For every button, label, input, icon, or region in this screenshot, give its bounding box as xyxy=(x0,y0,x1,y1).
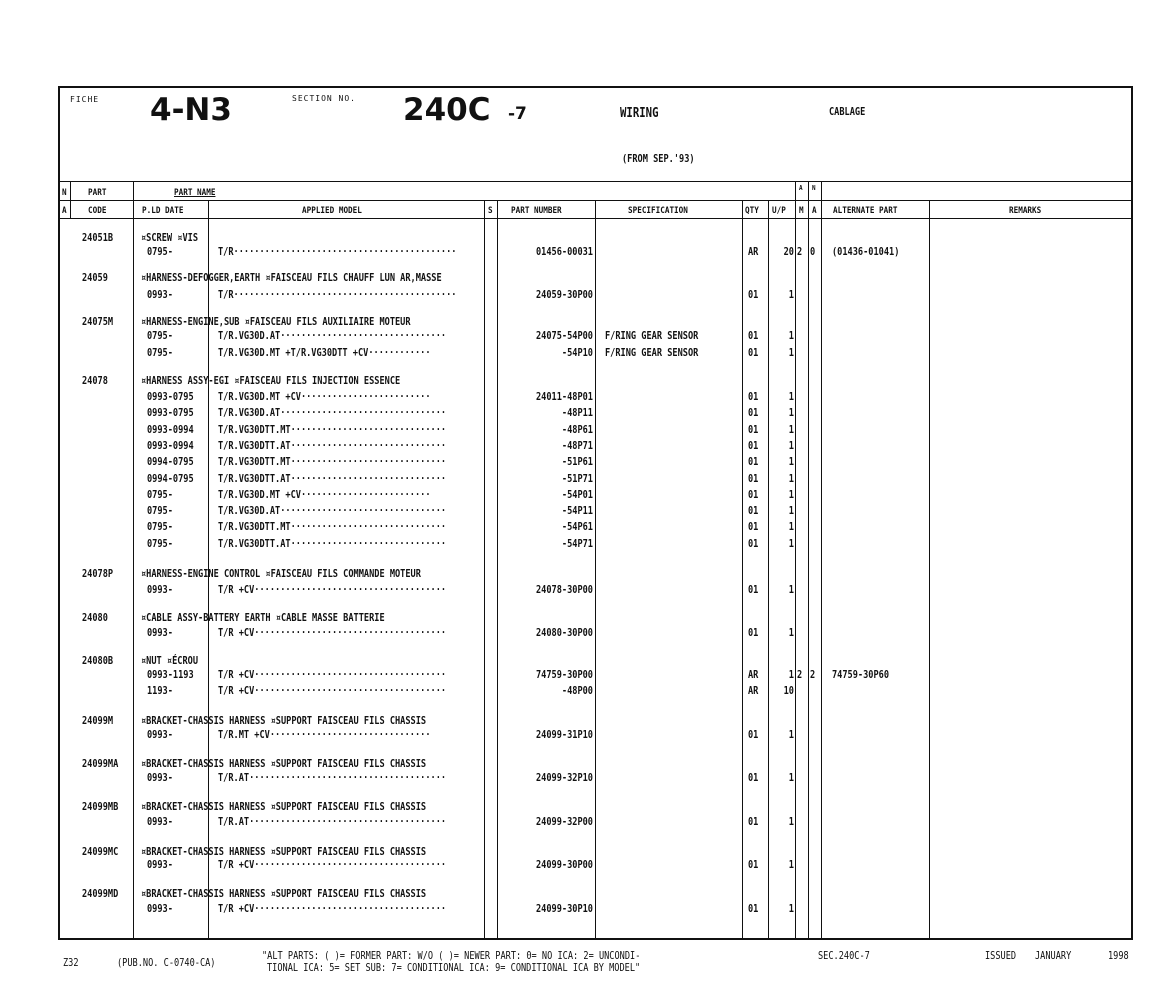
cell-qty: 01 xyxy=(748,627,759,639)
cell-model: T/R.VG30DTT.MT······························ xyxy=(218,456,447,468)
cell-date: 0993- xyxy=(147,584,173,596)
cell-code: 24099MD xyxy=(82,888,119,900)
cell-model: T/R +CV····································· xyxy=(218,685,447,697)
cell-name: ¤BRACKET-CHASSIS HARNESS ¤SUPPORT FAISCEAU FILS CHASSIS xyxy=(141,801,427,813)
col-part-code-2: CODE xyxy=(88,206,107,216)
col-rule xyxy=(768,201,769,940)
cell-code: 24078 xyxy=(82,375,108,387)
cell-model: T/R +CV····································· xyxy=(218,584,447,596)
cell-up: 1 xyxy=(788,330,794,342)
cell-up: 1 xyxy=(788,859,794,871)
cell-date: 0795- xyxy=(147,330,173,342)
cell-pn: 24078-30P00 xyxy=(535,584,593,596)
cell-up: 1 xyxy=(788,347,794,359)
cell-qty: 01 xyxy=(748,391,759,403)
cell-up: 1 xyxy=(788,505,794,517)
cell-date: 0993- xyxy=(147,859,173,871)
col-rule xyxy=(795,182,796,940)
col-rule xyxy=(595,201,596,940)
cell-c2: 2 xyxy=(810,669,816,681)
cell-up: 1 xyxy=(788,669,794,681)
cell-date: 0993-0994 xyxy=(147,440,194,452)
cell-model: T/R.VG30DTT.MT······························ xyxy=(218,521,447,533)
cell-name: ¤HARNESS-ENGINE CONTROL ¤FAISCEAU FILS COMMANDE MOTEUR xyxy=(141,568,421,580)
cell-code: 24059 xyxy=(82,272,108,284)
col-date: P.LD DATE xyxy=(142,206,184,216)
from-note: (FROM SEP.'93) xyxy=(622,153,695,165)
cell-model: T/R··········································· xyxy=(218,246,457,258)
cell-qty: 01 xyxy=(748,859,759,871)
cell-up: 20 xyxy=(783,246,794,258)
cell-date: 0795- xyxy=(147,538,173,550)
cell-name: ¤BRACKET-CHASSIS HARNESS ¤SUPPORT FAISCEAU FILS CHASSIS xyxy=(141,758,427,770)
cell-code: 24099MC xyxy=(82,846,119,858)
cell-model: T/R.VG30D.AT································ xyxy=(218,505,447,517)
cell-date: 0993- xyxy=(147,772,173,784)
cell-c1: 2 xyxy=(797,246,803,258)
cell-up: 1 xyxy=(788,424,794,436)
cell-model: T/R.VG30DTT.AT······························ xyxy=(218,538,447,550)
cell-qty: 01 xyxy=(748,729,759,741)
col-a2: A xyxy=(812,206,817,216)
cell-model: T/R.VG30DTT.AT······························ xyxy=(218,440,447,452)
cell-date: 0993- xyxy=(147,729,173,741)
col-rule xyxy=(742,201,743,940)
cell-up: 1 xyxy=(788,456,794,468)
cell-model: T/R +CV····································· xyxy=(218,859,447,871)
cell-up: 1 xyxy=(788,903,794,915)
cell-up: 1 xyxy=(788,816,794,828)
cell-pn: -51P71 xyxy=(561,473,593,485)
col-up: U/P xyxy=(772,206,786,216)
cell-qty: AR xyxy=(748,246,759,258)
cell-pn: 24099-32P10 xyxy=(535,772,593,784)
footer-month: JANUARY xyxy=(1035,950,1072,962)
cell-qty: 01 xyxy=(748,289,759,301)
cell-qty: 01 xyxy=(748,473,759,485)
col-m: M xyxy=(799,206,804,216)
cell-qty: AR xyxy=(748,669,759,681)
section-number: 240C xyxy=(403,92,491,128)
cell-model: T/R.VG30D.MT +CV························· xyxy=(218,391,431,403)
cell-date: 0795- xyxy=(147,246,173,258)
cell-qty: 01 xyxy=(748,407,759,419)
cell-date: 0795- xyxy=(147,521,173,533)
col-rule xyxy=(929,201,930,940)
cell-code: 24051B xyxy=(82,232,114,244)
cell-name: ¤HARNESS-DEFOGGER,EARTH ¤FAISCEAU FILS CHAUFF LUN AR,MASSE xyxy=(141,272,442,284)
cell-qty: 01 xyxy=(748,521,759,533)
cell-pn: -48P61 xyxy=(561,424,593,436)
cell-pn: 24080-30P00 xyxy=(535,627,593,639)
cell-up: 1 xyxy=(788,627,794,639)
cell-qty: 01 xyxy=(748,903,759,915)
cell-model: T/R.MT +CV······························· xyxy=(218,729,431,741)
cell-pn: -51P61 xyxy=(561,456,593,468)
col-part-code-1: PART xyxy=(88,188,107,198)
cell-c2: 0 xyxy=(810,246,816,258)
col-a: A xyxy=(62,206,67,216)
cell-pn: -54P01 xyxy=(561,489,593,501)
col-a-top: A xyxy=(799,184,803,192)
cell-up: 1 xyxy=(788,538,794,550)
cell-code: 24080 xyxy=(82,612,108,624)
cell-alt: 74759-30P60 xyxy=(832,669,890,681)
cell-pn: -54P71 xyxy=(561,538,593,550)
cell-date: 0993-0795 xyxy=(147,391,194,403)
cell-qty: 01 xyxy=(748,330,759,342)
cell-qty: 01 xyxy=(748,424,759,436)
header-rule-top xyxy=(58,181,1133,182)
cell-name: ¤NUT ¤ÉCROU xyxy=(141,655,199,667)
footer-page: Z32 xyxy=(63,957,79,969)
footer-sec: SEC.240C-7 xyxy=(818,950,870,962)
cell-code: 24099MA xyxy=(82,758,119,770)
section-label: SECTION NO. xyxy=(292,94,356,103)
cell-code: 24078P xyxy=(82,568,114,580)
col-specification: SPECIFICATION xyxy=(628,206,688,216)
cell-pn: 24075-54P00 xyxy=(535,330,593,342)
cell-code: 24099M xyxy=(82,715,114,727)
cell-name: ¤HARNESS ASSY-EGI ¤FAISCEAU FILS INJECTION ESSENCE xyxy=(141,375,401,387)
col-rule xyxy=(70,182,71,218)
cell-date: 0993-0795 xyxy=(147,407,194,419)
col-n: N xyxy=(62,188,67,198)
cell-up: 1 xyxy=(788,407,794,419)
cell-name: ¤BRACKET-CHASSIS HARNESS ¤SUPPORT FAISCEAU FILS CHASSIS xyxy=(141,888,427,900)
cell-qty: 01 xyxy=(748,489,759,501)
cell-model: T/R.VG30D.MT +T/R.VG30DTT +CV············ xyxy=(218,347,431,359)
col-rule xyxy=(808,182,809,940)
cell-model: T/R +CV····································· xyxy=(218,627,447,639)
footer-issued: ISSUED xyxy=(985,950,1017,962)
cell-pn: 24099-31P10 xyxy=(535,729,593,741)
cell-model: T/R.VG30D.AT································ xyxy=(218,407,447,419)
cell-spec: F/RING GEAR SENSOR xyxy=(605,330,699,342)
cell-name: ¤CABLE ASSY-BATTERY EARTH ¤CABLE MASSE BATTERIE xyxy=(141,612,385,624)
cell-up: 1 xyxy=(788,391,794,403)
fiche-number: 4-N3 xyxy=(150,92,232,128)
cell-code: 24099MB xyxy=(82,801,119,813)
col-n-top: N xyxy=(812,184,816,192)
cell-c1: 2 xyxy=(797,669,803,681)
footer-year: 1998 xyxy=(1108,950,1129,962)
section-suffix: -7 xyxy=(508,104,527,124)
col-remarks: REMARKS xyxy=(1009,206,1042,216)
footer-legend-2: TIONAL ICA: 5= SET SUB: 7= CONDITIONAL ICA: 9= CONDITIONAL ICA BY MODEL" xyxy=(267,962,641,974)
cell-qty: 01 xyxy=(748,816,759,828)
col-part-name: PART NAME xyxy=(174,188,216,198)
cell-up: 10 xyxy=(783,685,794,697)
cell-qty: AR xyxy=(748,685,759,697)
fiche-label: FICHE xyxy=(70,95,100,104)
cell-date: 0795- xyxy=(147,505,173,517)
cell-qty: 01 xyxy=(748,347,759,359)
cell-name: ¤SCREW ¤VIS xyxy=(141,232,199,244)
cell-name: ¤BRACKET-CHASSIS HARNESS ¤SUPPORT FAISCEAU FILS CHASSIS xyxy=(141,846,427,858)
title-french: CABLAGE xyxy=(829,106,866,118)
col-rule xyxy=(821,182,822,940)
cell-up: 1 xyxy=(788,289,794,301)
cell-up: 1 xyxy=(788,489,794,501)
cell-date: 0993- xyxy=(147,627,173,639)
cell-pn: 24059-30P00 xyxy=(535,289,593,301)
cell-model: T/R +CV····································· xyxy=(218,669,447,681)
cell-name: ¤HARNESS-ENGINE,SUB ¤FAISCEAU FILS AUXILIAIRE MOTEUR xyxy=(141,316,411,328)
cell-model: T/R.AT······································ xyxy=(218,772,447,784)
cell-date: 0795- xyxy=(147,489,173,501)
cell-pn: 24099-30P10 xyxy=(535,903,593,915)
cell-qty: 01 xyxy=(748,505,759,517)
col-part-number: PART NUMBER xyxy=(511,206,562,216)
cell-up: 1 xyxy=(788,584,794,596)
cell-pn: 24099-32P00 xyxy=(535,816,593,828)
cell-model: T/R +CV····································· xyxy=(218,903,447,915)
cell-alt: (01436-01041) xyxy=(832,246,900,258)
cell-pn: -54P61 xyxy=(561,521,593,533)
cell-model: T/R.VG30DTT.MT······························ xyxy=(218,424,447,436)
cell-qty: 01 xyxy=(748,440,759,452)
cell-date: 0993-0994 xyxy=(147,424,194,436)
col-rule xyxy=(133,182,134,940)
cell-spec: F/RING GEAR SENSOR xyxy=(605,347,699,359)
cell-pn: -48P71 xyxy=(561,440,593,452)
cell-model: T/R.AT······································ xyxy=(218,816,447,828)
col-alternate-part: ALTERNATE PART xyxy=(833,206,898,216)
cell-pn: -48P11 xyxy=(561,407,593,419)
cell-up: 1 xyxy=(788,772,794,784)
col-s: S xyxy=(488,206,493,216)
col-rule xyxy=(484,201,485,940)
cell-pn: 24099-30P00 xyxy=(535,859,593,871)
cell-pn: -48P00 xyxy=(561,685,593,697)
cell-qty: 01 xyxy=(748,772,759,784)
cell-date: 0993- xyxy=(147,816,173,828)
cell-qty: 01 xyxy=(748,538,759,550)
footer-pub: (PUB.NO. C-0740-CA) xyxy=(117,957,216,969)
cell-code: 24080B xyxy=(82,655,114,667)
cell-up: 1 xyxy=(788,473,794,485)
cell-qty: 01 xyxy=(748,456,759,468)
cell-date: 1193- xyxy=(147,685,173,697)
title-english: WIRING xyxy=(620,106,659,121)
cell-date: 0795- xyxy=(147,347,173,359)
cell-up: 1 xyxy=(788,729,794,741)
cell-date: 0993- xyxy=(147,903,173,915)
col-rule xyxy=(497,201,498,940)
cell-date: 0994-0795 xyxy=(147,456,194,468)
cell-model: T/R.VG30D.MT +CV························· xyxy=(218,489,431,501)
cell-qty: 01 xyxy=(748,584,759,596)
cell-code: 24075M xyxy=(82,316,114,328)
cell-model: T/R··········································· xyxy=(218,289,457,301)
cell-date: 0994-0795 xyxy=(147,473,194,485)
cell-up: 1 xyxy=(788,521,794,533)
cell-model: T/R.VG30DTT.AT······························ xyxy=(218,473,447,485)
cell-pn: 24011-48P01 xyxy=(535,391,593,403)
cell-pn: 01456-00031 xyxy=(535,246,593,258)
cell-pn: -54P10 xyxy=(561,347,593,359)
cell-up: 1 xyxy=(788,440,794,452)
col-applied-model: APPLIED MODEL xyxy=(302,206,362,216)
cell-date: 0993-1193 xyxy=(147,669,194,681)
footer-legend-1: "ALT PARTS: ( )= FORMER PART: W/O ( )= NEWER PART: 0= NO ICA: 2= UNCONDI- xyxy=(262,950,641,962)
col-qty: QTY xyxy=(745,206,759,216)
cell-name: ¤BRACKET-CHASSIS HARNESS ¤SUPPORT FAISCEAU FILS CHASSIS xyxy=(141,715,427,727)
cell-model: T/R.VG30D.AT································ xyxy=(218,330,447,342)
cell-pn: 74759-30P00 xyxy=(535,669,593,681)
cell-date: 0993- xyxy=(147,289,173,301)
cell-pn: -54P11 xyxy=(561,505,593,517)
